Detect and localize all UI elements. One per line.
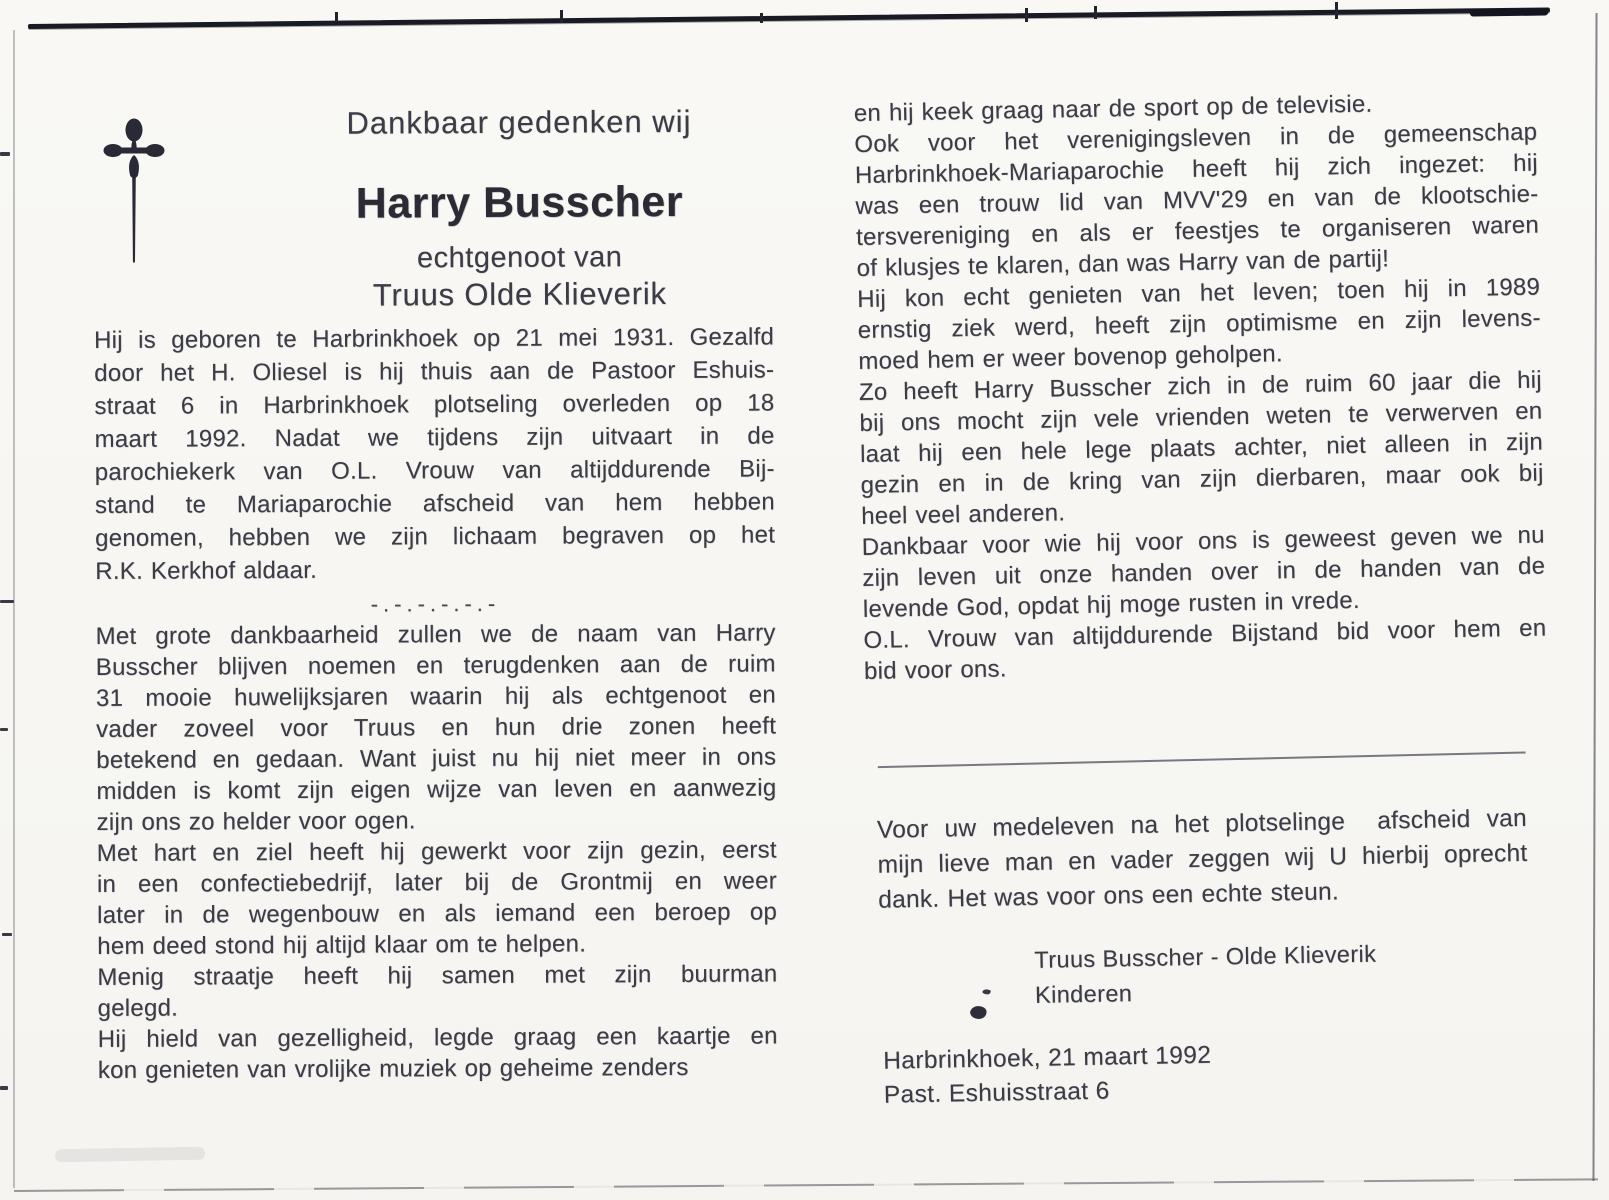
text-line: zijn ons zo helder voor ogen. bbox=[96, 807, 416, 836]
relation-line: echtgenoot van bbox=[416, 241, 623, 275]
text-line: hem deed stond hij altijd klaar om te helpen. bbox=[97, 930, 587, 960]
intro-line: Dankbaar gedenken wij bbox=[346, 103, 692, 141]
obituary-paragraph bbox=[857, 274, 1542, 380]
text-line: Met hart en ziel heeft hij gewerkt voor zijn gezin, eerst bbox=[96, 836, 777, 867]
signature-children: Kinderen bbox=[1034, 980, 1133, 1008]
text-line: laat hij een hele lege plaats achter, niet alleen in zijn bbox=[859, 428, 1544, 469]
text-line: ernstig ziek werd, heeft zijn optimisme en zijn levens- bbox=[857, 304, 1541, 345]
text-line: door het H. Oliesel is hij thuis aan de Pastoor Eshuis- bbox=[94, 356, 775, 388]
text-line: genomen, hebben we zijn lichaam begraven op het bbox=[95, 521, 776, 552]
text-line: en hij keek graag naar de sport op de televisie. bbox=[853, 90, 1373, 128]
left-body bbox=[96, 619, 778, 1088]
card-bottom-edge bbox=[14, 1178, 1598, 1192]
text-line: Menig straatje heeft hij samen met zijn buurman bbox=[97, 960, 778, 991]
card-header bbox=[275, 104, 764, 313]
footer-block bbox=[883, 1032, 1555, 1112]
text-line: Zo heeft Harry Busscher zich in de ruim 60 jaar die hij bbox=[858, 366, 1543, 407]
text-line: stand te Mariaparochie afscheid van hem hebben bbox=[94, 488, 775, 519]
text-line: Voor uw medeleven na het plotselinge afscheid van bbox=[876, 804, 1528, 844]
obituary-paragraph bbox=[98, 1022, 778, 1088]
text-line: bij ons mocht zijn vele vrienden weten te verwerven en bbox=[859, 397, 1543, 438]
right-body bbox=[854, 88, 1548, 689]
text-line: later in de wegenbouw en als iemand een beroep op bbox=[97, 898, 778, 929]
text-line: heel veel anderen. bbox=[860, 499, 1066, 531]
left-column bbox=[92, 0, 778, 1088]
text-line: O.L. Vrouw van altijddurende Bijstand bid voor hem en bbox=[863, 614, 1547, 654]
text-line: midden is komt zijn eigen wijze van leven en aanwezig bbox=[96, 774, 777, 805]
text-line: kon genieten van vrolijke muziek op geheime zenders bbox=[97, 1053, 689, 1084]
text-line: parochiekerk van O.L. Vrouw van altijddurende Bij- bbox=[94, 455, 775, 487]
scan-artifact bbox=[0, 728, 8, 731]
text-line: R.K. Kerkhof aldaar. bbox=[95, 556, 318, 585]
acknowledgement bbox=[877, 805, 1529, 922]
text-line: Hij kon echt genieten van het leven; toen hij in 1989 bbox=[856, 273, 1541, 314]
spouse-name: Truus Olde Klieverik bbox=[372, 276, 667, 313]
place-date: Harbrinkhoek, 21 maart 1992 bbox=[882, 1041, 1212, 1075]
signature-name: Truus Busscher - Olde Klieverik bbox=[1034, 940, 1377, 973]
card-left-edge bbox=[13, 30, 15, 1188]
text-line: Met grote dankbaarheid zullen we de naam van Harry bbox=[95, 619, 776, 650]
text-line: dank. Het was voor ons een echte steun. bbox=[877, 878, 1340, 914]
scan-artifact bbox=[2, 933, 12, 936]
obituary-paragraph bbox=[859, 367, 1545, 534]
text-line: 31 mooie huwelijksjaren waarin hij als echtgenoot en bbox=[95, 681, 776, 712]
text-line: moed hem er weer bovenop geholpen. bbox=[858, 340, 1283, 376]
text-line: Hij hield van gezelligheid, legde graag een kaartje en bbox=[97, 1022, 778, 1053]
obituary-paragraph bbox=[862, 521, 1547, 627]
section-divider: -.-.-.-.-.- bbox=[370, 590, 501, 617]
card-right-edge bbox=[1592, 13, 1597, 1181]
ink-smudge bbox=[969, 1004, 988, 1020]
obituary-paragraph bbox=[854, 119, 1540, 286]
text-line: gelegd. bbox=[97, 994, 179, 1022]
text-line: gezin en in de kring van zijn dierbaren, maar ook bij bbox=[860, 459, 1544, 500]
text-line: bid voor ons. bbox=[863, 655, 1007, 685]
obituary-paragraph bbox=[97, 960, 777, 1026]
text-line: zijn leven uit onze handen over in de handen van de bbox=[862, 552, 1546, 592]
scan-artifact bbox=[0, 1086, 8, 1090]
text-line: vader zoveel voor Truus en hun drie zonen heeft bbox=[96, 712, 777, 743]
text-line: Harbrinkhoek-Mariaparochie heeft hij zich ingezet: hij bbox=[854, 149, 1539, 190]
text-line: Busscher blijven noemen en terugdenken aan de ruim bbox=[95, 650, 776, 681]
deceased-name: Harry Busscher bbox=[355, 177, 684, 228]
text-line: tersvereniging en als er feestjes te organiseren waren bbox=[855, 211, 1540, 252]
text-line: mijn lieve man en vader zeggen wij U hierbij oprecht bbox=[877, 839, 1528, 879]
text-line: in een confectiebedrijf, later bij de Grontmij en weer bbox=[96, 867, 777, 898]
text-line: levende God, opdat hij moge rusten in vrede. bbox=[862, 586, 1361, 623]
acknowledgement-rule bbox=[878, 751, 1526, 768]
text-line: was een trouw lid van MVV'29 en van de klootschie- bbox=[855, 180, 1539, 221]
obituary-paragraph bbox=[96, 619, 777, 840]
obituary-paragraph bbox=[94, 323, 775, 591]
right-column bbox=[852, 0, 1555, 1113]
text-line: straat 6 in Harbrinkhoek plotseling overleden op 18 bbox=[94, 389, 775, 421]
text-line: Ook voor het verenigingsleven in de gemeenschap bbox=[854, 118, 1538, 159]
text-line: Dankbaar voor wie hij voor ons is geweest geven we nu bbox=[861, 521, 1545, 561]
text-line: betekend en gedaan. Want juist nu hij niet meer in ons bbox=[96, 743, 777, 774]
address: Past. Eshuisstraat 6 bbox=[883, 1077, 1110, 1109]
text-line: maart 1992. Nadat we tijdens zijn uitvaart in de bbox=[94, 422, 775, 454]
text-line: of klusjes te klaren, dan was Harry van de partij! bbox=[856, 245, 1390, 283]
text-line: Hij is geboren te Harbrinkhoek op 21 mei 1931. Gezalfd bbox=[93, 323, 775, 355]
scan-artifact bbox=[0, 152, 10, 156]
scan-artifact bbox=[55, 1147, 205, 1163]
obituary-paragraph bbox=[97, 836, 778, 964]
scan-artifact bbox=[0, 600, 14, 603]
obituary-paragraph bbox=[863, 614, 1547, 689]
signature-block bbox=[1034, 933, 1553, 1012]
